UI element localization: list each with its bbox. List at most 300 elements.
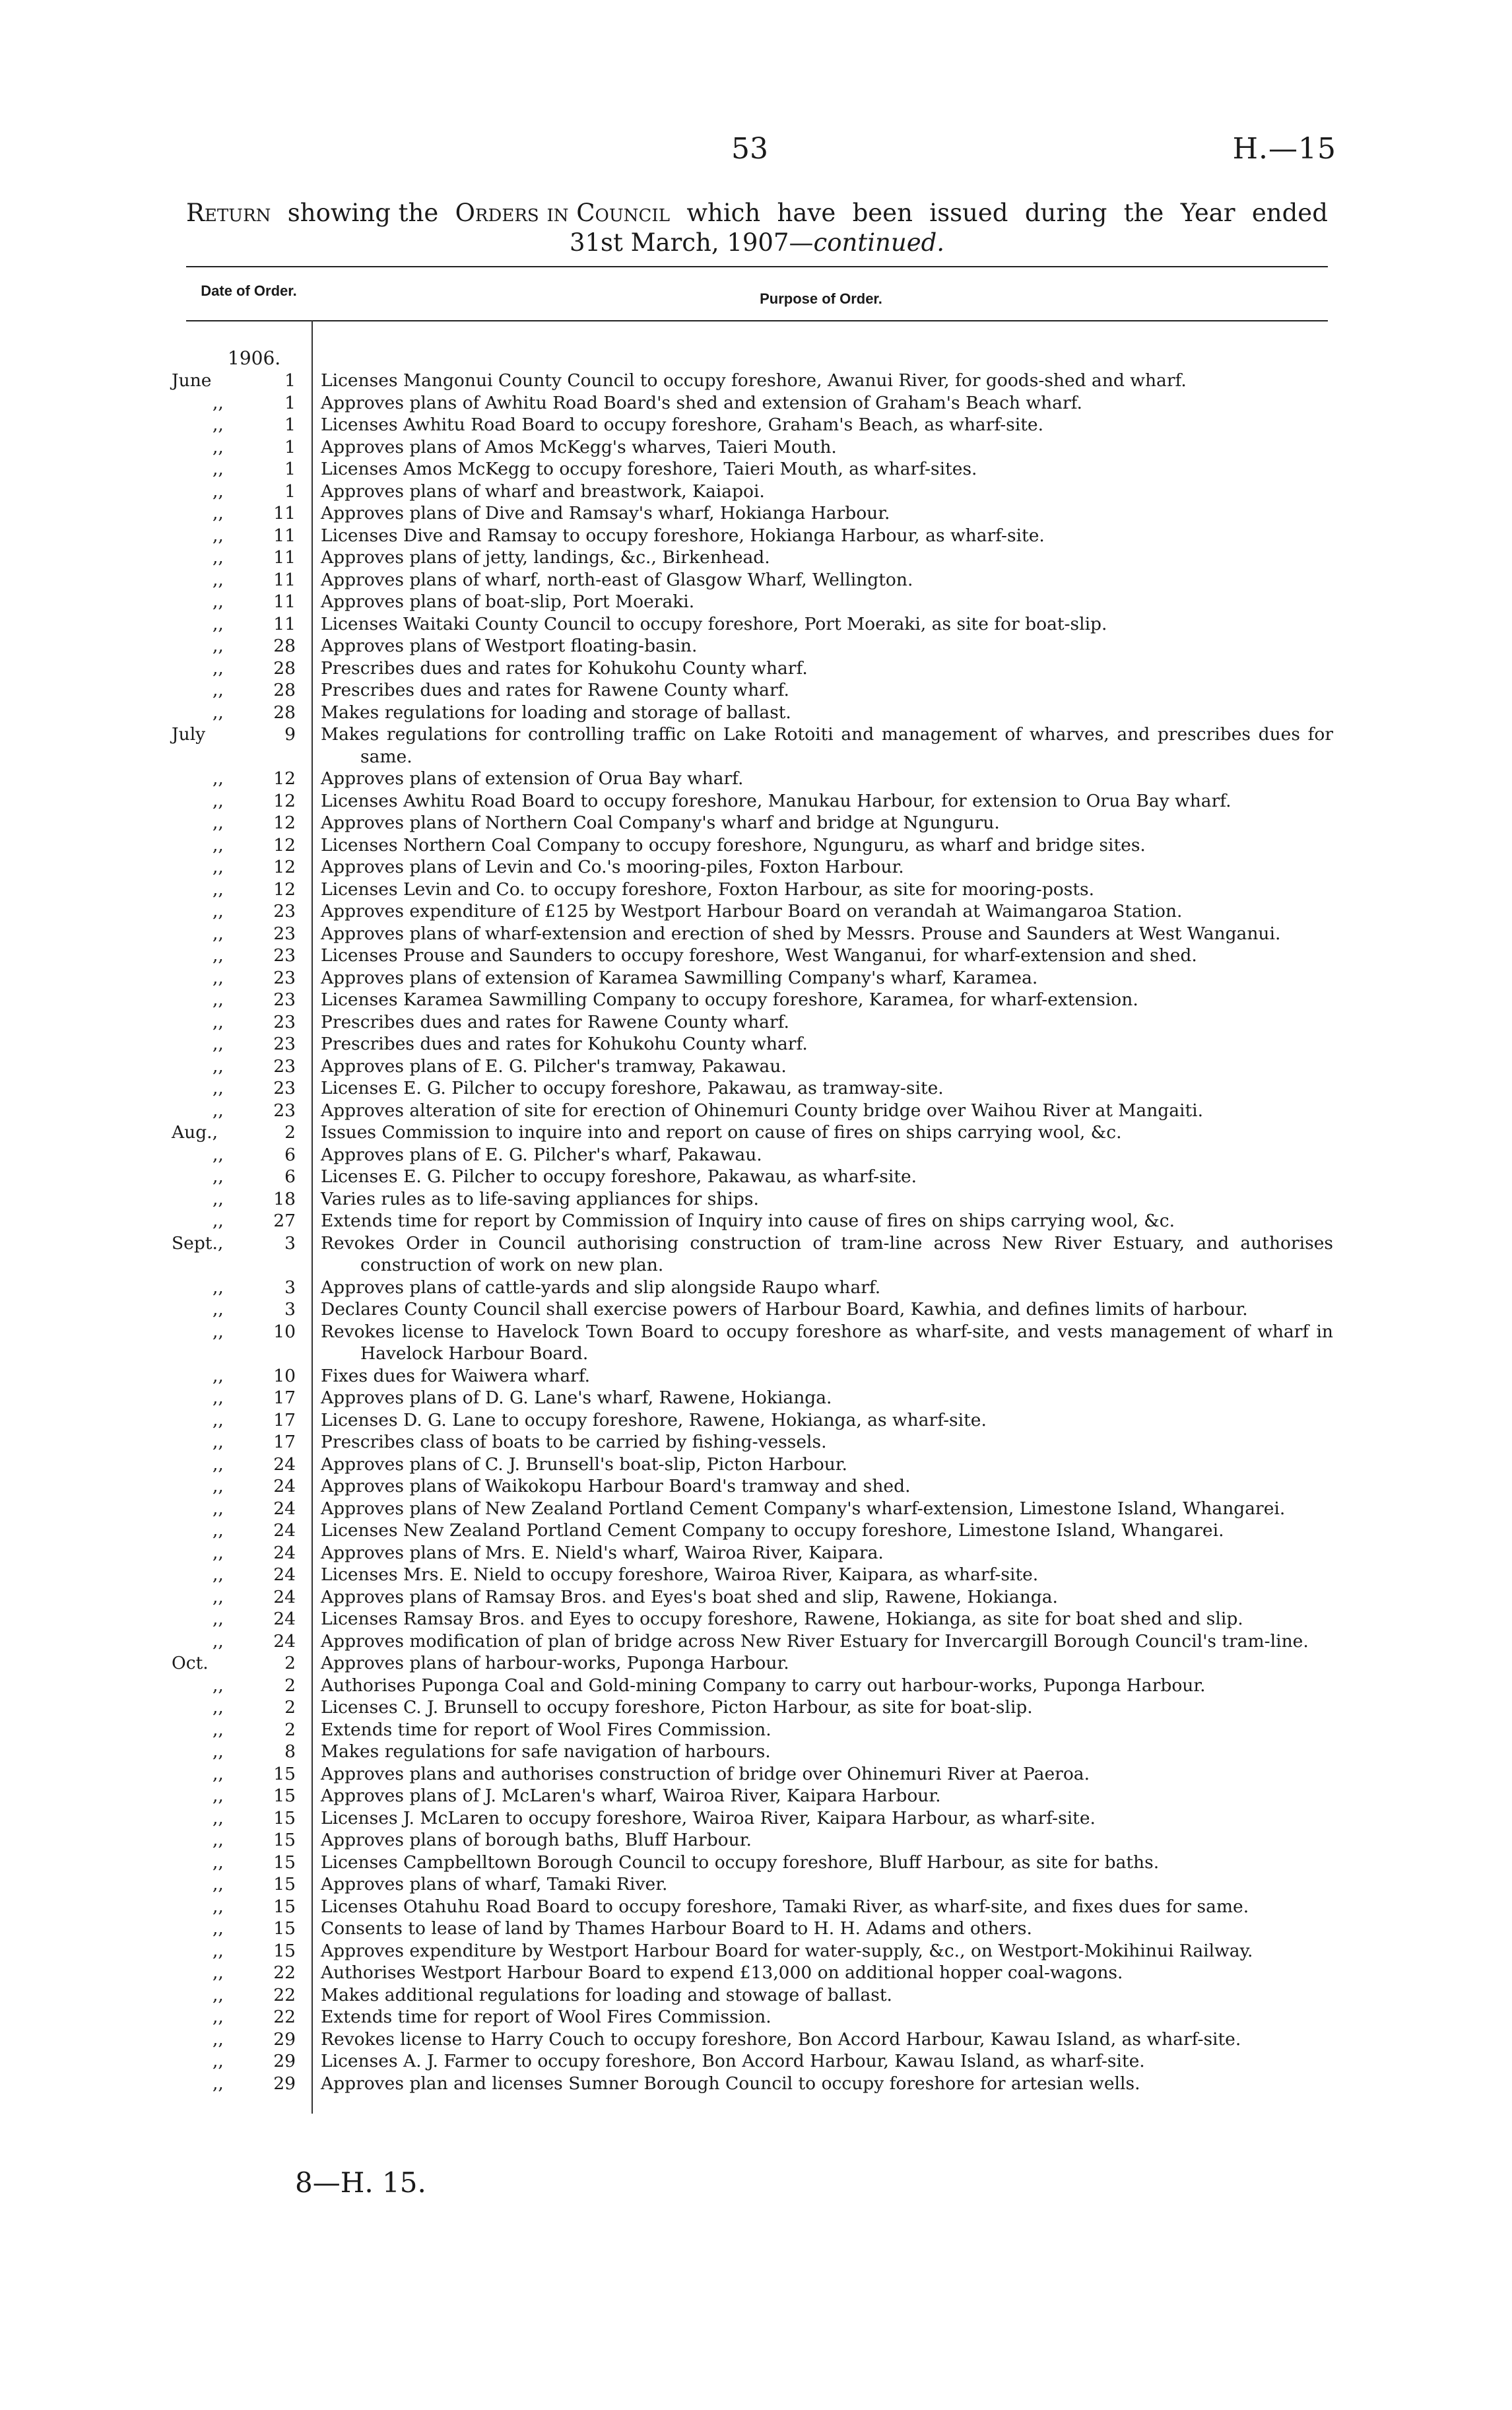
order-day: 15 [273, 1874, 296, 1894]
table-row [172, 1719, 1333, 1741]
order-month: ,, [213, 415, 224, 435]
table-row [172, 1498, 1333, 1520]
table-row [172, 1652, 1333, 1675]
order-month: ,, [213, 857, 224, 877]
order-month: Oct. [172, 1653, 209, 1673]
table-row [172, 2050, 1333, 2073]
table-row [172, 1564, 1333, 1586]
order-purpose: Approves alteration of site for erection of Ohinemuri County bridge over Waihou River at Mangaiti. [321, 1100, 1204, 1121]
order-month: ,, [213, 2028, 224, 2050]
order-purpose: Licenses Ramsay Bros. and Eyes to occupy foreshore, Rawene, Hokianga, as site for boat shed and slip. [321, 1609, 1243, 1629]
table-row [172, 1785, 1333, 1807]
order-month: Aug., [172, 1122, 218, 1143]
order-month: ,, [213, 1918, 224, 1939]
table-row [172, 591, 1333, 613]
table-row [172, 1298, 1333, 1321]
order-day: 23 [273, 1034, 296, 1054]
table-row [172, 436, 1333, 459]
order-purpose: Approves plans of Amos McKegg's wharves, Taieri Mouth. [321, 436, 837, 457]
order-purpose: Authorises Westport Harbour Board to expend £13,000 on additional hopper coal-wagons. [321, 1962, 1123, 1983]
table-row [172, 635, 1333, 657]
order-purpose: Prescribes dues and rates for Rawene County wharf. [321, 1011, 789, 1032]
order-month: ,, [213, 1055, 224, 1077]
table-row [172, 790, 1333, 813]
order-day: 12 [273, 813, 296, 833]
order-month: ,, [213, 923, 224, 944]
table-row [172, 1873, 1333, 1896]
title-word: the [1123, 199, 1164, 227]
order-day: 24 [273, 1586, 296, 1607]
order-month: ,, [213, 1940, 224, 1961]
order-purpose: Licenses Campbelltown Borough Council to occupy foreshore, Bluff Harbour, as site for baths. [321, 1852, 1160, 1873]
table-row [172, 1630, 1333, 1653]
order-day: 23 [273, 1078, 296, 1098]
table-row [172, 856, 1333, 879]
order-month: ,, [213, 503, 224, 523]
order-day: 24 [273, 1630, 296, 1652]
order-day: 11 [273, 547, 296, 568]
order-month: ,, [213, 481, 224, 502]
order-month: ,, [213, 1299, 224, 1320]
table-row [172, 1608, 1333, 1630]
table-row [172, 414, 1333, 436]
order-month: ,, [213, 2007, 224, 2027]
table-top-rule [186, 266, 1328, 267]
order-month: ,, [213, 1741, 224, 1762]
order-day: 23 [273, 1011, 296, 1032]
order-purpose: Prescribes dues and rates for Kohukohu County wharf. [321, 657, 808, 679]
order-purpose: Approves plans of borough baths, Bluff Harbour. [321, 1830, 752, 1850]
table-row [172, 923, 1333, 945]
order-month: ,, [213, 1719, 224, 1740]
order-day: 12 [273, 879, 296, 900]
title-line-1 [186, 198, 1328, 228]
order-purpose: Approves plans of harbour-works, Puponga Harbour. [321, 1653, 789, 1673]
order-purpose: Extends time for report of Wool Fires Commission. [321, 2007, 772, 2027]
order-day: 23 [273, 945, 296, 966]
order-purpose: Approves plans of Levin and Co.'s mooring-piles, Foxton Harbour. [321, 857, 904, 877]
order-month: ,, [213, 657, 224, 679]
order-purpose: Approves plans of extension of Karamea Sawmilling Company's wharf, Karamea. [321, 967, 1038, 988]
table-row [172, 1829, 1333, 1852]
table-row [172, 1763, 1333, 1786]
table-row [172, 723, 1333, 768]
order-day: 28 [273, 702, 296, 723]
order-day: 28 [273, 657, 296, 679]
table-row [172, 1033, 1333, 1055]
title-word: which [686, 199, 761, 227]
order-month: ,, [213, 901, 224, 921]
order-day: 24 [273, 1454, 296, 1475]
order-day: 2 [284, 1122, 296, 1143]
order-month: ,, [213, 1852, 224, 1873]
title-word: Return [186, 199, 271, 227]
order-purpose: Approves plans of C. J. Brunsell's boat-slip, Picton Harbour. [321, 1454, 847, 1475]
order-month: ,, [213, 1321, 224, 1342]
order-purpose: Approves plans of E. G. Pilcher's tramway, Pakawau. [321, 1055, 787, 1077]
order-purpose: Makes regulations for loading and storage of ballast. [321, 702, 791, 723]
table-row [172, 1321, 1333, 1365]
order-month: ,, [213, 1697, 224, 1718]
table-row [172, 1542, 1333, 1564]
order-month: ,, [213, 1188, 224, 1209]
order-month: ,, [213, 1763, 224, 1784]
table-row [172, 879, 1333, 901]
order-purpose: Approves plans of Westport floating-basin. [321, 636, 698, 656]
order-day: 23 [273, 1055, 296, 1077]
orders-table [172, 347, 1333, 2094]
order-day: 11 [273, 613, 296, 634]
order-purpose: Approves plans of E. G. Pilcher's wharf, Pakawau. [321, 1144, 762, 1165]
title-line-2 [186, 228, 1328, 257]
order-day: 15 [273, 1807, 296, 1828]
order-day: 12 [273, 768, 296, 789]
order-month: ,, [213, 2073, 224, 2094]
order-month: ,, [213, 1432, 224, 1452]
order-day: 2 [284, 1675, 296, 1696]
title-word: have [777, 199, 836, 227]
order-purpose: Approves plans of extension of Orua Bay wharf. [321, 768, 744, 789]
order-day: 29 [273, 2073, 296, 2094]
order-purpose: Licenses New Zealand Portland Cement Company to occupy foreshore, Limestone Island, Whangarei. [321, 1520, 1224, 1541]
order-day: 1 [284, 459, 296, 479]
table-row [172, 481, 1333, 503]
order-purpose: Licenses Karamea Sawmilling Company to occupy foreshore, Karamea, for wharf-extension. [321, 989, 1138, 1010]
order-month: ,, [213, 945, 224, 966]
table-row [172, 1696, 1333, 1719]
table-row [172, 525, 1333, 547]
order-purpose: Licenses D. G. Lane to occupy foreshore, Rawene, Hokianga, as wharf-site. [321, 1409, 987, 1430]
order-day: 3 [284, 1232, 296, 1254]
order-month: ,, [213, 569, 224, 590]
table-row [172, 2073, 1333, 2095]
order-day: 6 [284, 1166, 296, 1187]
order-purpose: Makes regulations for controlling traffic on Lake Rotoiti and management of wharves, and prescribes dues for same. [321, 724, 1333, 767]
order-day: 8 [284, 1741, 296, 1762]
order-month: ,, [213, 1211, 224, 1231]
order-day: 12 [273, 857, 296, 877]
order-purpose: Approves plans of Northern Coal Company's wharf and bridge at Ngunguru. [321, 813, 1000, 833]
table-row [172, 2006, 1333, 2028]
order-month: ,, [213, 613, 224, 634]
table-row [172, 1121, 1333, 1144]
order-month: ,, [213, 392, 224, 413]
order-day: 23 [273, 901, 296, 921]
order-day: 15 [273, 1830, 296, 1850]
order-purpose: Approves plans of Awhitu Road Board's shed and extension of Graham's Beach wharf. [321, 392, 1082, 413]
order-day: 23 [273, 989, 296, 1010]
table-row [172, 1055, 1333, 1078]
order-purpose: Revokes Order in Council authorising construction of tram-line across New River Estuary, and authorises construction of work on new plan. [321, 1232, 1333, 1275]
order-purpose: Licenses C. J. Brunsell to occupy foreshore, Picton Harbour, as site for boat-slip. [321, 1697, 1033, 1718]
order-day: 11 [273, 591, 296, 612]
table-row [172, 1232, 1333, 1277]
order-day: 23 [273, 923, 296, 944]
order-day: 24 [273, 1520, 296, 1541]
order-purpose: Approves plans of wharf, north-east of Glasgow Wharf, Wellington. [321, 569, 913, 590]
order-purpose: Prescribes dues and rates for Rawene County wharf. [321, 680, 789, 700]
order-day: 22 [273, 2007, 296, 2027]
title-word: been [852, 199, 913, 227]
order-purpose: Licenses E. G. Pilcher to occupy foreshore, Pakawau, as wharf-site. [321, 1166, 917, 1187]
order-purpose: Licenses E. G. Pilcher to occupy foreshore, Pakawau, as tramway-site. [321, 1078, 944, 1098]
order-day: 15 [273, 1940, 296, 1961]
table-row [172, 989, 1333, 1011]
order-day: 10 [273, 1365, 296, 1386]
order-month: ,, [213, 1586, 224, 1607]
order-purpose: Licenses Levin and Co. to occupy foreshore, Foxton Harbour, as site for mooring-posts. [321, 879, 1095, 900]
order-purpose: Issues Commission to inquire into and report on cause of fires on ships carrying wool, &c. [321, 1122, 1122, 1143]
order-month: ,, [213, 1476, 224, 1496]
order-day: 1 [284, 481, 296, 502]
order-day: 3 [284, 1299, 296, 1320]
order-day: 28 [273, 680, 296, 700]
order-purpose: Approves plan and licenses Sumner Borough Council to occupy foreshore for artesian wells. [321, 2073, 1140, 2094]
order-day: 1 [284, 436, 296, 457]
order-day: 10 [273, 1321, 296, 1342]
table-row [172, 1962, 1333, 1984]
order-month: July [172, 724, 206, 745]
order-day: 9 [284, 724, 296, 745]
table-row [172, 768, 1333, 790]
order-month: ,, [213, 1409, 224, 1430]
order-day: 22 [273, 1962, 296, 1983]
table-row [172, 1144, 1333, 1166]
table-row [172, 2028, 1333, 2051]
order-day: 2 [284, 1653, 296, 1673]
order-purpose: Approves plans of J. McLaren's wharf, Wairoa River, Kaipara Harbour. [321, 1786, 941, 1806]
order-day: 17 [273, 1409, 296, 1430]
order-day: 27 [273, 1211, 296, 1231]
table-row [172, 1166, 1333, 1188]
table-row [172, 370, 1333, 392]
order-purpose: Extends time for report by Commission of Inquiry into cause of fires on ships carrying wool, &c. [321, 1211, 1175, 1231]
order-purpose: Approves plans of Waikokopu Harbour Board's tramway and shed. [321, 1476, 911, 1496]
table-row [172, 1675, 1333, 1697]
table-row [172, 1741, 1333, 1763]
order-purpose: Licenses Awhitu Road Board to occupy foreshore, Graham's Beach, as wharf-site. [321, 415, 1044, 435]
order-day: 1 [284, 392, 296, 413]
table-row [172, 1984, 1333, 2007]
order-purpose: Licenses Prouse and Saunders to occupy foreshore, West Wanganui, for wharf-extension and shed. [321, 945, 1197, 966]
table-row [172, 502, 1333, 525]
order-day: 17 [273, 1388, 296, 1408]
order-purpose: Licenses A. J. Farmer to occupy foreshore, Bon Accord Harbour, Kawau Island, as wharf-site. [321, 2051, 1145, 2071]
order-day: 2 [284, 1719, 296, 1740]
order-day: 24 [273, 1542, 296, 1563]
order-purpose: Approves expenditure by Westport Harbour Board for water-supply, &c., on Westport-Mokihinui Railway. [321, 1940, 1253, 1961]
title-date: 31st March, 1907— [569, 228, 814, 257]
order-purpose: Approves plans of wharf-extension and erection of shed by Messrs. Prouse and Saunders at West Wanganui. [321, 923, 1281, 944]
order-month: ,, [213, 1277, 224, 1298]
order-day: 1 [284, 415, 296, 435]
order-month: ,, [213, 680, 224, 700]
order-month: ,, [213, 1520, 224, 1541]
order-day: 12 [273, 834, 296, 855]
order-month: ,, [213, 1630, 224, 1652]
order-month: ,, [213, 989, 224, 1010]
table-row [172, 1454, 1333, 1476]
order-month: ,, [213, 1166, 224, 1187]
table-row [172, 702, 1333, 724]
order-day: 15 [273, 1786, 296, 1806]
order-month: ,, [213, 1830, 224, 1850]
order-day: 2 [284, 1697, 296, 1718]
order-day: 11 [273, 503, 296, 523]
table-row [172, 1940, 1333, 1962]
title-word: during [1024, 199, 1107, 227]
table-row [172, 1365, 1333, 1388]
order-month: ,, [213, 813, 224, 833]
order-purpose: Extends time for report of Wool Fires Commission. [321, 1719, 772, 1740]
order-day: 28 [273, 636, 296, 656]
table-row [172, 1896, 1333, 1918]
table-row [172, 1807, 1333, 1830]
order-purpose: Approves plans and authorises construction of bridge over Ohinemuri River at Paeroa. [321, 1763, 1090, 1784]
order-day: 17 [273, 1432, 296, 1452]
table-row [172, 900, 1333, 923]
order-month: ,, [213, 1609, 224, 1629]
order-month: ,, [213, 1542, 224, 1563]
table-row [172, 1011, 1333, 1034]
order-month: ,, [213, 2051, 224, 2071]
order-purpose: Revokes license to Havelock Town Board to occupy foreshore as wharf-site, and vests management of wharf in Havelock Harbour Board. [321, 1321, 1333, 1364]
order-month: ,, [213, 1365, 224, 1386]
order-purpose: Prescribes class of boats to be carried by fishing-vessels. [321, 1432, 827, 1452]
order-month: ,, [213, 436, 224, 457]
table-row [172, 1210, 1333, 1232]
table-row [172, 1852, 1333, 1874]
title-word: Year [1180, 199, 1235, 227]
order-purpose: Approves plans of Ramsay Bros. and Eyes's boat shed and slip, Rawene, Hokianga. [321, 1586, 1058, 1607]
order-month: ,, [213, 1078, 224, 1098]
signature-mark: 8—H. 15. [295, 2166, 426, 2199]
order-purpose: Approves plans of boat-slip, Port Moeraki. [321, 591, 695, 612]
order-month: ,, [213, 1388, 224, 1408]
order-month: ,, [213, 1564, 224, 1585]
order-day: 3 [284, 1277, 296, 1298]
order-purpose: Licenses Mrs. E. Nield to occupy foreshore, Wairoa River, Kaipara, as wharf-site. [321, 1564, 1039, 1585]
order-month: ,, [213, 702, 224, 723]
order-purpose: Prescribes dues and rates for Kohukohu County wharf. [321, 1034, 808, 1054]
order-day: 11 [273, 569, 296, 590]
order-month: ,, [213, 1874, 224, 1894]
order-day: 11 [273, 525, 296, 546]
order-day: 1 [284, 370, 296, 391]
order-month: ,, [213, 1675, 224, 1696]
order-month: ,, [213, 967, 224, 988]
year-label: 1906. [228, 347, 281, 369]
order-purpose: Consents to lease of land by Thames Harbour Board to H. H. Adams and others. [321, 1918, 1032, 1939]
order-day: 23 [273, 1100, 296, 1121]
table-row [172, 1586, 1333, 1609]
page-number: 53 [731, 132, 768, 166]
order-purpose: Makes regulations for safe navigation of harbours. [321, 1741, 771, 1762]
order-day: 24 [273, 1476, 296, 1496]
order-purpose: Authorises Puponga Coal and Gold-mining Company to carry out harbour-works, Puponga Harbour. [321, 1675, 1206, 1696]
table-header-rule [186, 320, 1328, 321]
order-day: 24 [273, 1564, 296, 1585]
order-month: ,, [213, 547, 224, 568]
order-purpose: Approves plans of New Zealand Portland Cement Company's wharf-extension, Limestone Island, Whangarei. [321, 1498, 1286, 1519]
order-month: ,, [213, 591, 224, 612]
order-month: ,, [213, 1984, 224, 2005]
table-row [172, 812, 1333, 834]
order-purpose: Approves plans of wharf, Tamaki River. [321, 1874, 668, 1894]
table-row [172, 657, 1333, 680]
order-day: 29 [273, 2028, 296, 2050]
order-month: ,, [213, 1144, 224, 1165]
table-row [172, 1077, 1333, 1100]
order-month: ,, [213, 1807, 224, 1828]
order-day: 24 [273, 1609, 296, 1629]
order-purpose: Makes additional regulations for loading and stowage of ballast. [321, 1984, 892, 2005]
order-month: ,, [213, 790, 224, 811]
order-purpose: Licenses Dive and Ramsay to occupy foreshore, Hokianga Harbour, as wharf-site. [321, 525, 1045, 546]
table-row [172, 392, 1333, 415]
order-month: ,, [213, 1034, 224, 1054]
order-month: ,, [213, 1011, 224, 1032]
table-row [172, 1520, 1333, 1542]
title-word: ended [1251, 199, 1328, 227]
order-purpose: Declares County Council shall exercise powers of Harbour Board, Kawhia, and defines limits of harbour. [321, 1299, 1248, 1320]
order-month: ,, [213, 525, 224, 546]
order-purpose: Approves modification of plan of bridge across New River Estuary for Invercargill Borough Council's tram-line. [321, 1630, 1309, 1652]
order-day: 6 [284, 1144, 296, 1165]
order-purpose: Fixes dues for Waiwera wharf. [321, 1365, 591, 1386]
order-day: 24 [273, 1498, 296, 1519]
table-row [172, 1918, 1333, 1940]
table-row [172, 834, 1333, 857]
order-month: ,, [213, 1498, 224, 1519]
order-month: ,, [213, 1786, 224, 1806]
order-month: ,, [213, 459, 224, 479]
order-day: 15 [273, 1852, 296, 1873]
table-row [172, 1475, 1333, 1498]
order-purpose: Approves plans of Mrs. E. Nield's wharf, Wairoa River, Kaipara. [321, 1542, 884, 1563]
table-row [172, 1431, 1333, 1454]
order-purpose: Approves plans of jetty, landings, &c., Birkenhead. [321, 547, 770, 568]
table-row [172, 945, 1333, 967]
order-day: 18 [273, 1188, 296, 1209]
order-purpose: Licenses Amos McKegg to occupy foreshore, Taieri Mouth, as wharf-sites. [321, 459, 977, 479]
table-row [172, 569, 1333, 591]
order-purpose: Approves plans of cattle-yards and slip alongside Raupo wharf. [321, 1277, 881, 1298]
order-month: ,, [213, 636, 224, 656]
order-purpose: Approves plans of Dive and Ramsay's wharf, Hokianga Harbour. [321, 503, 890, 523]
table-row [172, 1188, 1333, 1211]
order-purpose: Approves plans of D. G. Lane's wharf, Rawene, Hokianga. [321, 1388, 832, 1408]
table-row [172, 613, 1333, 636]
order-purpose: Licenses Northern Coal Company to occupy foreshore, Ngunguru, as wharf and bridge sites. [321, 834, 1146, 855]
order-month: ,, [213, 834, 224, 855]
order-month: ,, [213, 879, 224, 900]
table-row [172, 1100, 1333, 1122]
column-header-purpose: Purpose of Order. [760, 290, 882, 307]
order-purpose: Licenses Waitaki County Council to occupy foreshore, Port Moeraki, as site for boat-slip. [321, 613, 1107, 634]
order-month: ,, [213, 768, 224, 789]
table-row [172, 1409, 1333, 1432]
table-row [172, 547, 1333, 569]
order-purpose: Licenses Otahuhu Road Board to occupy foreshore, Tamaki River, as wharf-site, and fixes dues for same. [321, 1896, 1249, 1917]
table-row [172, 679, 1333, 702]
order-purpose: Varies rules as to life-saving appliances for ships. [321, 1188, 759, 1209]
title-word: Orders in Council [455, 199, 670, 227]
order-day: 29 [273, 2051, 296, 2071]
order-month: ,, [213, 1100, 224, 1121]
order-purpose: Revokes license to Harry Couch to occupy foreshore, Bon Accord Harbour, Kawau Island, as wharf-site. [321, 2028, 1241, 2050]
order-day: 15 [273, 1763, 296, 1784]
